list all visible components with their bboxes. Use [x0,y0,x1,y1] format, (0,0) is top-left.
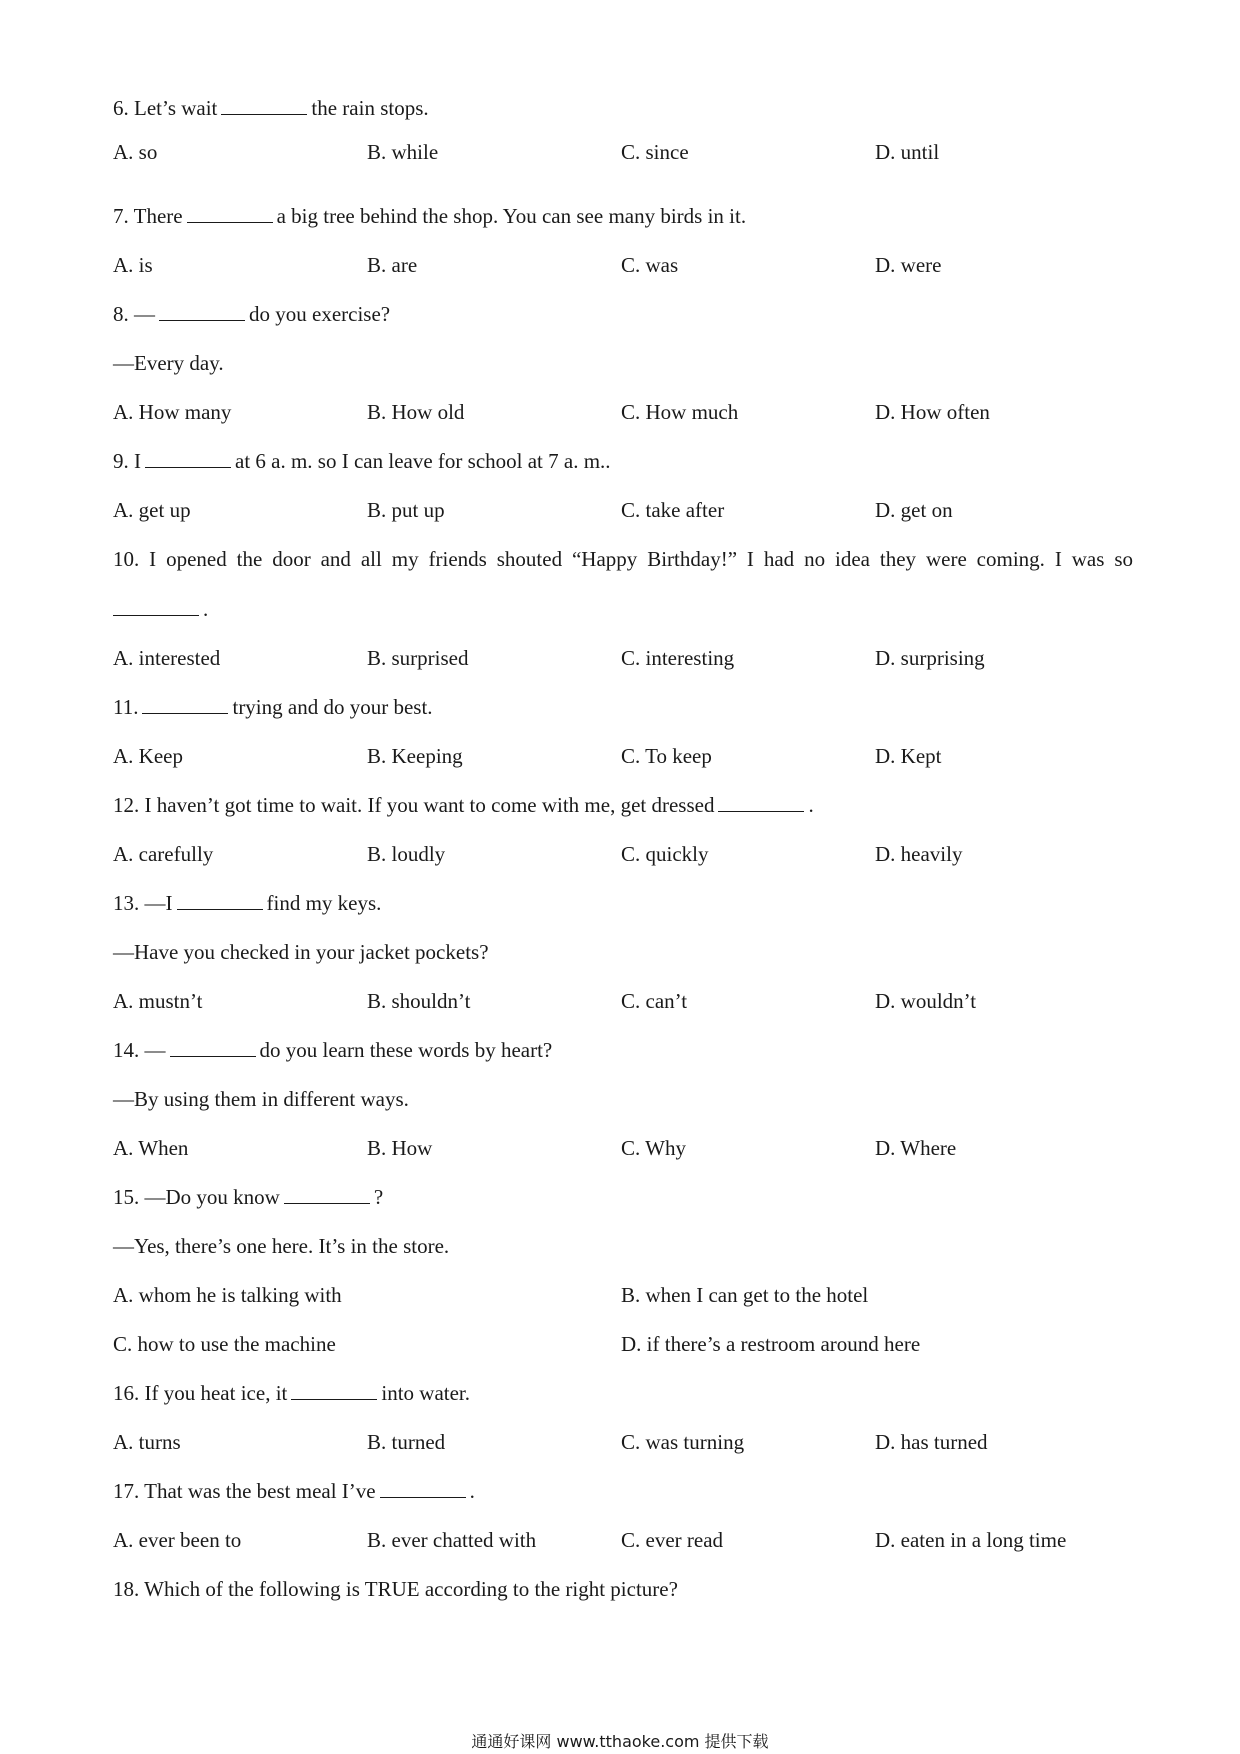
question-14 [113,1037,552,1063]
question-18-text: 18. Which of the following is TRUE according to the right picture? [113,1577,678,1601]
question-15-text-end: ? [373,1185,384,1209]
question-6-text: 6. Let’s wait [113,96,218,120]
option-c: C. can’t [621,989,688,1013]
option-b: B. when I can get to the hotel [621,1283,869,1307]
option-b: B. put up [367,498,445,522]
question-10-text: 10. I opened the door and all my friends shouted “Happy Birthday!” I had no idea they were coming. I was so [113,547,1133,571]
question-17 [113,1478,475,1504]
question-12-text: 12. I haven’t got time to wait. If you want to come with me, get dressed [113,793,715,817]
option-a: A. is [113,253,153,277]
option-a: A. How many [113,400,232,424]
option-c: C. quickly [621,842,709,866]
question-11-text-end: trying and do your best. [232,695,433,719]
question-11-text: 11. [113,695,139,719]
question-16 [113,1380,470,1406]
question-15 [113,1184,383,1210]
option-b: B. How old [367,400,465,424]
answer-blank [291,1381,377,1400]
question-9-text: 9. I [113,449,141,473]
option-c: C. how to use the machine [113,1332,336,1356]
answer-blank [159,302,245,321]
option-b: B. shouldn’t [367,989,471,1013]
question-11 [113,694,433,720]
option-c: C. How much [621,400,739,424]
question-13-reply: —Have you checked in your jacket pockets? [113,940,489,964]
option-d: D. surprising [875,646,985,670]
question-8-text: 8. — [113,302,155,326]
option-d: D. How often [875,400,990,424]
option-c: C. was turning [621,1430,745,1454]
option-c: C. interesting [621,646,735,670]
option-b: B. ever chatted with [367,1528,537,1552]
question-13-text: 13. —I [113,891,173,915]
option-c: C. was [621,253,679,277]
question-9 [113,448,611,474]
option-c: C. take after [621,498,725,522]
option-c: C. ever read [621,1528,724,1552]
option-c: C. since [621,140,689,164]
answer-blank [145,449,231,468]
question-12-text-end: . [808,793,814,817]
question-16-text-end: into water. [381,1381,471,1405]
answer-blank [177,891,263,910]
question-16-text: 16. If you heat ice, it [113,1381,288,1405]
option-a: A. whom he is talking with [113,1283,342,1307]
question-8 [113,301,390,327]
option-d: D. if there’s a restroom around here [621,1332,921,1356]
question-7-text: 7. There [113,204,183,228]
option-b: B. are [367,253,418,277]
question-10-text-end: . [203,597,209,621]
option-b: B. surprised [367,646,469,670]
question-8-reply: —Every day. [113,351,224,375]
answer-blank [718,793,804,812]
option-d: D. Where [875,1136,957,1160]
option-d: D. were [875,253,942,277]
answer-blank [284,1185,370,1204]
option-d: D. has turned [875,1430,988,1454]
question-10-blank-line [113,596,208,622]
option-d: D. eaten in a long time [875,1528,1067,1552]
question-13-text-end: find my keys. [266,891,382,915]
answer-blank [113,597,199,616]
question-12 [113,792,814,818]
answer-blank [221,96,307,115]
option-d: D. Kept [875,744,942,768]
option-b: B. How [367,1136,433,1160]
question-17-text-end: . [469,1479,475,1503]
question-6 [113,95,429,121]
option-c: C. Why [621,1136,686,1160]
option-d: D. until [875,140,940,164]
option-c: C. To keep [621,744,712,768]
question-14-text: 14. — [113,1038,166,1062]
question-6-text-end: the rain stops. [311,96,429,120]
option-d: D. heavily [875,842,963,866]
option-a: A. mustn’t [113,989,203,1013]
question-9-text-end: at 6 a. m. so I can leave for school at 7 a. m.. [235,449,611,473]
option-b: B. while [367,140,439,164]
page-footer: 通通好课网 www.tthaoke.com 提供下载 [471,1732,769,1751]
option-a: A. carefully [113,842,214,866]
question-7-text-end: a big tree behind the shop. You can see many birds in it. [276,204,747,228]
question-14-reply: —By using them in different ways. [113,1087,409,1111]
option-a: A. When [113,1136,189,1160]
option-a: A. turns [113,1430,181,1454]
answer-blank [187,204,273,223]
option-a: A. so [113,140,158,164]
option-d: D. wouldn’t [875,989,977,1013]
answer-blank [380,1479,466,1498]
option-b: B. turned [367,1430,446,1454]
question-13 [113,890,381,916]
question-15-text: 15. —Do you know [113,1185,280,1209]
answer-blank [142,695,228,714]
option-d: D. get on [875,498,953,522]
option-a: A. Keep [113,744,183,768]
question-15-reply: —Yes, there’s one here. It’s in the store. [113,1234,450,1258]
question-8-text-end: do you exercise? [249,302,391,326]
option-b: B. loudly [367,842,446,866]
option-b: B. Keeping [367,744,463,768]
option-a: A. ever been to [113,1528,242,1552]
question-17-text: 17. That was the best meal I’ve [113,1479,376,1503]
option-a: A. interested [113,646,221,670]
option-a: A. get up [113,498,191,522]
answer-blank [170,1038,256,1057]
question-14-text-end: do you learn these words by heart? [259,1038,553,1062]
question-7 [113,203,746,229]
